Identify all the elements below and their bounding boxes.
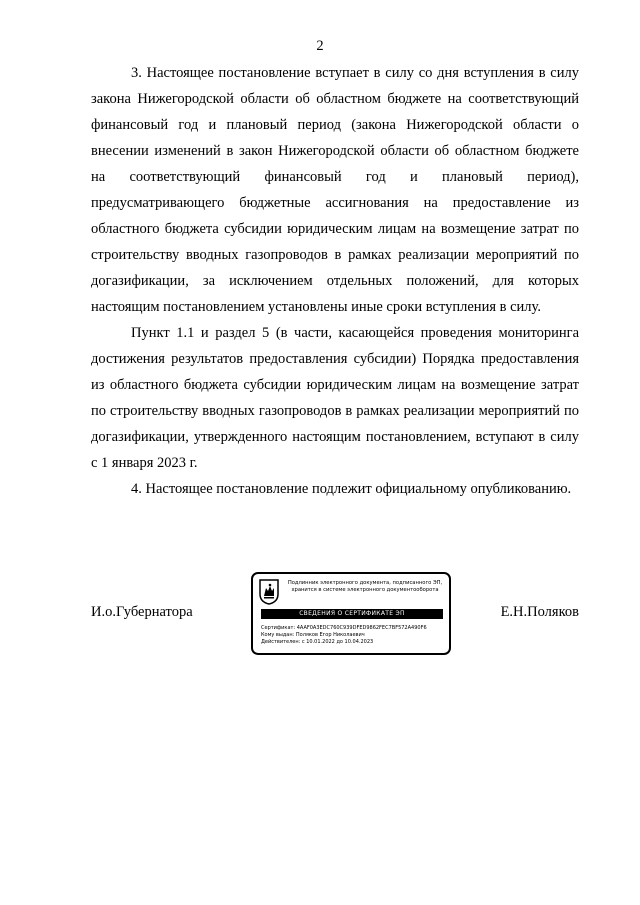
page-number: 2 bbox=[316, 38, 324, 54]
electronic-signature-stamp bbox=[251, 572, 451, 655]
coat-of-arms-icon bbox=[259, 579, 279, 605]
stamp-title: СВЕДЕНИЯ О СЕРТИФИКАТЕ ЭП bbox=[261, 609, 443, 619]
paragraph-effective-date: 3. Настоящее постановление вступает в силу со дня вступления в силу закона Нижегородской области об областном бюджете на соответствующий финансовый год и плановый период (закона Нижегородской области о внесении изменений в закон Нижегородской области об областном бюджете на соответствующий финансовый год и плановый период), предусматривающего бюджетные ассигнования на предоставление из областного бюджета субсидии юридическим лицам на возмещение затрат по строительству вводных газопроводов в рамках реализации мероприятий по догазификации, за исключением отдельных положений, для которых настоящим постановлением установлены иные сроки вступления в силу. bbox=[91, 65, 579, 315]
paragraph-publication: 4. Настоящее постановление подлежит официальному опубликованию. bbox=[131, 481, 572, 497]
stamp-header-line: хранится в системе электронного документооборота bbox=[291, 587, 439, 593]
paragraph-monitoring: Пункт 1.1 и раздел 5 (в части, касающейся проведения мониторинга достижения результатов предоставления субсидии) Порядка предоставления из областного бюджета субсидии юридическим лицам на возмещение затрат по строительству вводных газопроводов в рамках реализации мероприятий по догазификации, утвержденного настоящим постановлением, вступают в силу с 1 января 2023 г. bbox=[91, 325, 579, 471]
stamp-header bbox=[283, 580, 447, 594]
stamp-header-line: Подлинник электронного документа, подписанного ЭП, bbox=[287, 580, 443, 586]
signer-name: Е.Н.Поляков bbox=[500, 604, 579, 620]
stamp-issued-to: Кому выдан: Поляков Егор Николаевич bbox=[261, 632, 365, 638]
stamp-validity: Действителен: с 10.01.2022 до 10.04.2023 bbox=[261, 639, 374, 645]
document-body bbox=[91, 60, 579, 502]
stamp-certificate: Сертификат: 4AAF0A3EDC760C939DFED9862FEC7BF572A490F6 bbox=[261, 625, 427, 631]
signer-position: И.о.Губернатора bbox=[91, 604, 193, 620]
